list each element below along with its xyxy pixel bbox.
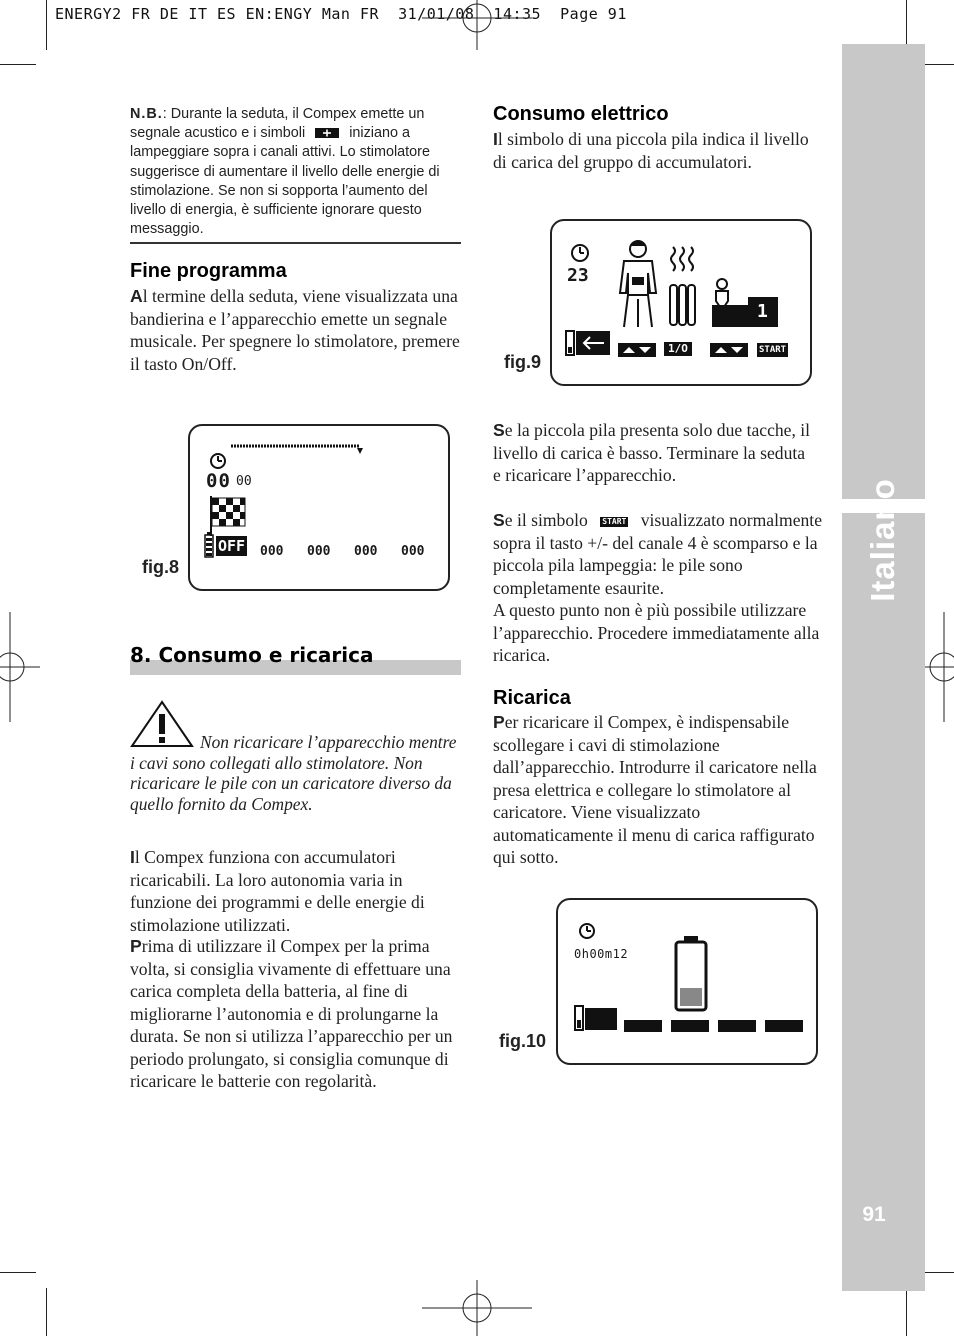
fine-programma-heading: Fine programma — [130, 260, 287, 282]
clock-icon — [570, 243, 590, 263]
fig9-counter: 23 — [567, 265, 589, 286]
crop-mark — [906, 0, 907, 50]
heat-waves-icon — [668, 245, 698, 277]
plus-symbol-icon — [315, 128, 339, 138]
progress-track — [231, 442, 365, 456]
charge-timer: 0h00m12 — [574, 947, 629, 961]
prima-text: Prima di utilizzare il Compex per la prima volta, si consiglia vivamente di effettuare una carica completa della batteria, al fine di migliorarne l’autonomia e di prolungarne la durata. Se non si utilizza l’apparecchio per un periodo prolungato, si consiglia comunque di ricaricare le batterie con regolarità. — [130, 936, 453, 1091]
fig8-channel-4: 000 — [401, 544, 425, 559]
fine-programma-text: Al termine della seduta, viene visualizzata una bandierina e l’apparecchio emette un segnale musicale. Per spegnere lo stimolatore, premere il tasto On/Off. — [130, 286, 460, 374]
fig8-label: fig.8 — [142, 557, 180, 577]
fig9-toggle: 1/O — [664, 342, 692, 356]
podium-level: 1 — [757, 301, 768, 322]
nb-note — [130, 105, 460, 239]
charge-bar-3 — [718, 1020, 756, 1032]
consumo-elettrico-text: Il simbolo di una piccola pila indica il livello di carica del gruppo di accumulatori. — [493, 129, 809, 172]
body-figure-icon — [610, 239, 666, 329]
piccola-pila-text: Se la piccola pila presenta solo due tacche, il livello di carica è basso. Terminare la seduta e ricaricare l’apparecchio. — [493, 420, 811, 485]
fig8-channel-1: 000 — [260, 544, 284, 559]
warning-text: Non ricaricare l’apparecchio mentre i cavi sono collegati allo stimolatore. Non ricaricare le pile con un caricatore diverso da quello fornito da Compex. — [130, 732, 457, 814]
simbolo-start-text: Se il simbolo START visualizzato normalmente sopra il tasto +/- del canale 4 è scomparso e la piccola pila lampeggia: le pile sono completamente esaurite. A questo punto non è più possibile utilizzare l’apparecchio. Procedere immediatamente alla ricarica. — [493, 510, 822, 665]
crop-mark — [0, 64, 36, 65]
crop-mark — [46, 0, 47, 50]
fig9-arrows-2 — [710, 343, 748, 357]
fig8-display — [188, 424, 450, 591]
nb-label: N.B. — [130, 106, 163, 122]
fig10-display — [556, 898, 818, 1065]
page-number: 91 — [862, 1203, 886, 1226]
clock-icon — [209, 452, 227, 470]
battery-arrow-icon — [564, 327, 612, 359]
fig9-start: START — [759, 345, 787, 355]
battery-icon — [204, 532, 214, 558]
charge-bar-4 — [765, 1020, 803, 1032]
nb-text-b: iniziano a lampeggiare sopra i canali attivi. Lo stimolatore suggerisce di aumentare il livello delle energie di stimolazione. Se non si sopporta l’aumento del livello di energia, è sufficiente ignorare questo messaggio. — [130, 125, 440, 238]
large-battery-icon — [674, 936, 708, 1012]
registration-mark-top — [422, 0, 532, 50]
fig8-counter-small: 00 — [236, 474, 252, 489]
fig8-channel-3: 000 — [354, 544, 378, 559]
fig9-display — [550, 219, 812, 386]
fig10-label: fig.10 — [499, 1031, 547, 1051]
consumo-elettrico-heading: Consumo elettrico — [493, 103, 669, 125]
fig9-label: fig.9 — [504, 352, 542, 372]
crop-mark — [906, 1288, 907, 1336]
nb-text-a: : Durante la seduta, il Compex emette un segnale acustico e i simboli — [130, 106, 425, 142]
start-icon: START — [602, 517, 627, 526]
fig8-channel-2: 000 — [307, 544, 331, 559]
ricarica-heading: Ricarica — [493, 687, 571, 709]
registration-mark-left — [0, 612, 40, 722]
athlete-podium-icon — [710, 277, 780, 329]
off-indicator: OFF — [218, 537, 246, 555]
divider — [130, 242, 461, 244]
fig8-counter: 00 — [206, 470, 231, 492]
finish-flag-icon — [208, 492, 248, 538]
registration-mark-bottom — [422, 1280, 532, 1336]
clock-icon — [578, 922, 596, 940]
printer-slug: ENERGY2 FR DE IT ES EN:ENGY Man FR 31/01/08 14:35 Page 91 — [55, 5, 627, 23]
crop-mark — [0, 1272, 36, 1273]
radiator-icon — [668, 281, 698, 329]
ricarica-text: Per ricaricare il Compex, è indispensabile scollegare i cavi di stimolazione dall’apparecchio. Introdurre il caricatore nella presa elettrica e collegare lo stimolatore al caricatore. Viene visualizzato automaticamente il menu di carica raffigurato qui sotto. — [493, 712, 817, 867]
language-tab — [842, 470, 925, 610]
crop-mark — [46, 1288, 47, 1336]
section-heading: 8. Consumo e ricarica — [130, 643, 374, 667]
charge-bar-2 — [671, 1020, 709, 1032]
small-battery-icon — [572, 1004, 620, 1032]
charge-bar-1 — [624, 1020, 662, 1032]
language-sidebar — [842, 44, 925, 1291]
language-label: Italiano — [864, 478, 901, 602]
accumulatori-text: Il Compex funziona con accumulatori ricaricabili. La loro autonomia varia in funzione dei programmi e delle energie di stimolazione utilizzati. — [130, 847, 425, 935]
fig9-arrows-1 — [618, 343, 656, 357]
